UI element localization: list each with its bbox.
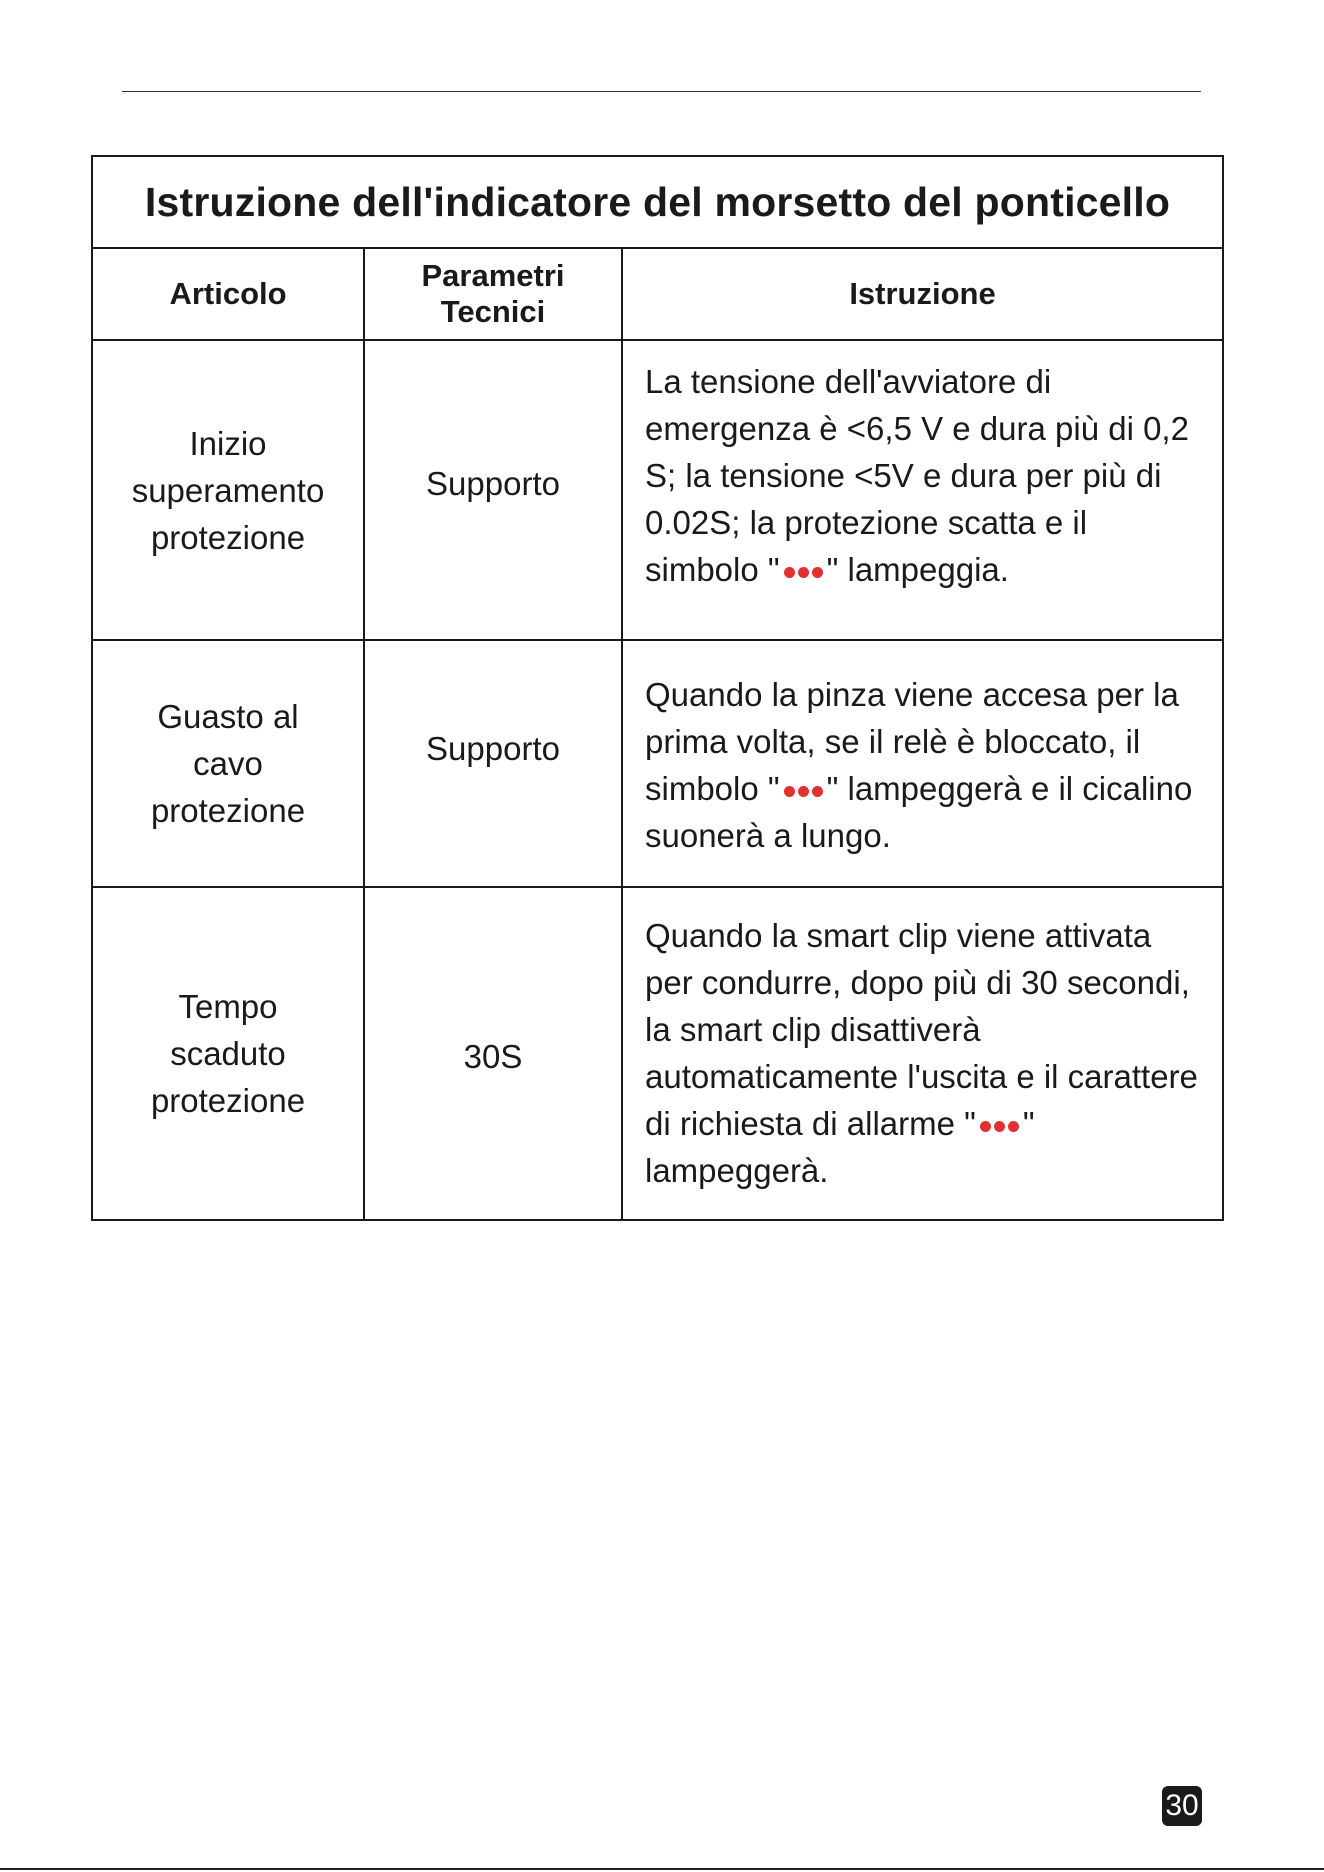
page-number: 30: [1162, 1786, 1202, 1826]
row-item-label: Guasto al cavo protezione: [150, 698, 306, 829]
header-params: [364, 248, 622, 340]
row-params-label: Supporto: [426, 729, 560, 767]
header-instruction: Istruzione: [622, 248, 1223, 340]
row-item: [92, 887, 364, 1220]
row-instruction: [622, 887, 1223, 1220]
table-title: Istruzione dell'indicatore del morsetto del ponticello: [92, 156, 1223, 248]
row-params-label: 30S: [463, 1037, 523, 1075]
row-item: [92, 340, 364, 640]
row-instruction-text: Quando la pinza viene accesa per la prima volta, se il relè è bloccato, il simbolo ": [645, 676, 1179, 807]
row-instruction: [622, 640, 1223, 887]
row-item-label: Inizio superamento protezione: [131, 424, 325, 556]
footer-rule: [0, 1868, 1324, 1870]
row-params: [364, 340, 622, 640]
row-params: [364, 640, 622, 887]
three-red-dots-icon: [784, 786, 823, 797]
row-instruction-text-end: " lampeggerà e il cicalino suonerà a lungo.: [645, 770, 1193, 854]
row-params-label: Supporto: [426, 465, 560, 502]
row-instruction-text-end: " lampeggerà.: [645, 1105, 1035, 1189]
header-params-label: Parametri Tecnici: [421, 258, 565, 329]
row-params: [364, 887, 622, 1220]
indicator-table: [91, 155, 1224, 1221]
header-rule: [122, 91, 1201, 92]
table-row: [92, 887, 1223, 1220]
row-instruction: [622, 340, 1223, 640]
row-instruction-text: Quando la smart clip viene attivata per condurre, dopo più di 30 secondi, la smart clip disattiverà automaticamente l'uscita e il carattere di richiesta di allarme ": [645, 917, 1198, 1142]
table-row: [92, 340, 1223, 640]
three-red-dots-icon: [980, 1121, 1019, 1132]
three-red-dots-icon: [784, 567, 823, 578]
row-instruction-text: La tensione dell'avviatore di emergenza è <6,5 V e dura più di 0,2 S; la tensione <5V e dura per più di 0.02S; la protezione scatta e il simbolo ": [645, 363, 1189, 588]
header-item: Articolo: [92, 248, 364, 340]
row-instruction-text-end: " lampeggia.: [826, 551, 1009, 588]
table-row: [92, 640, 1223, 887]
row-item: [92, 640, 364, 887]
row-item-label: Tempo scaduto protezione: [150, 988, 306, 1119]
